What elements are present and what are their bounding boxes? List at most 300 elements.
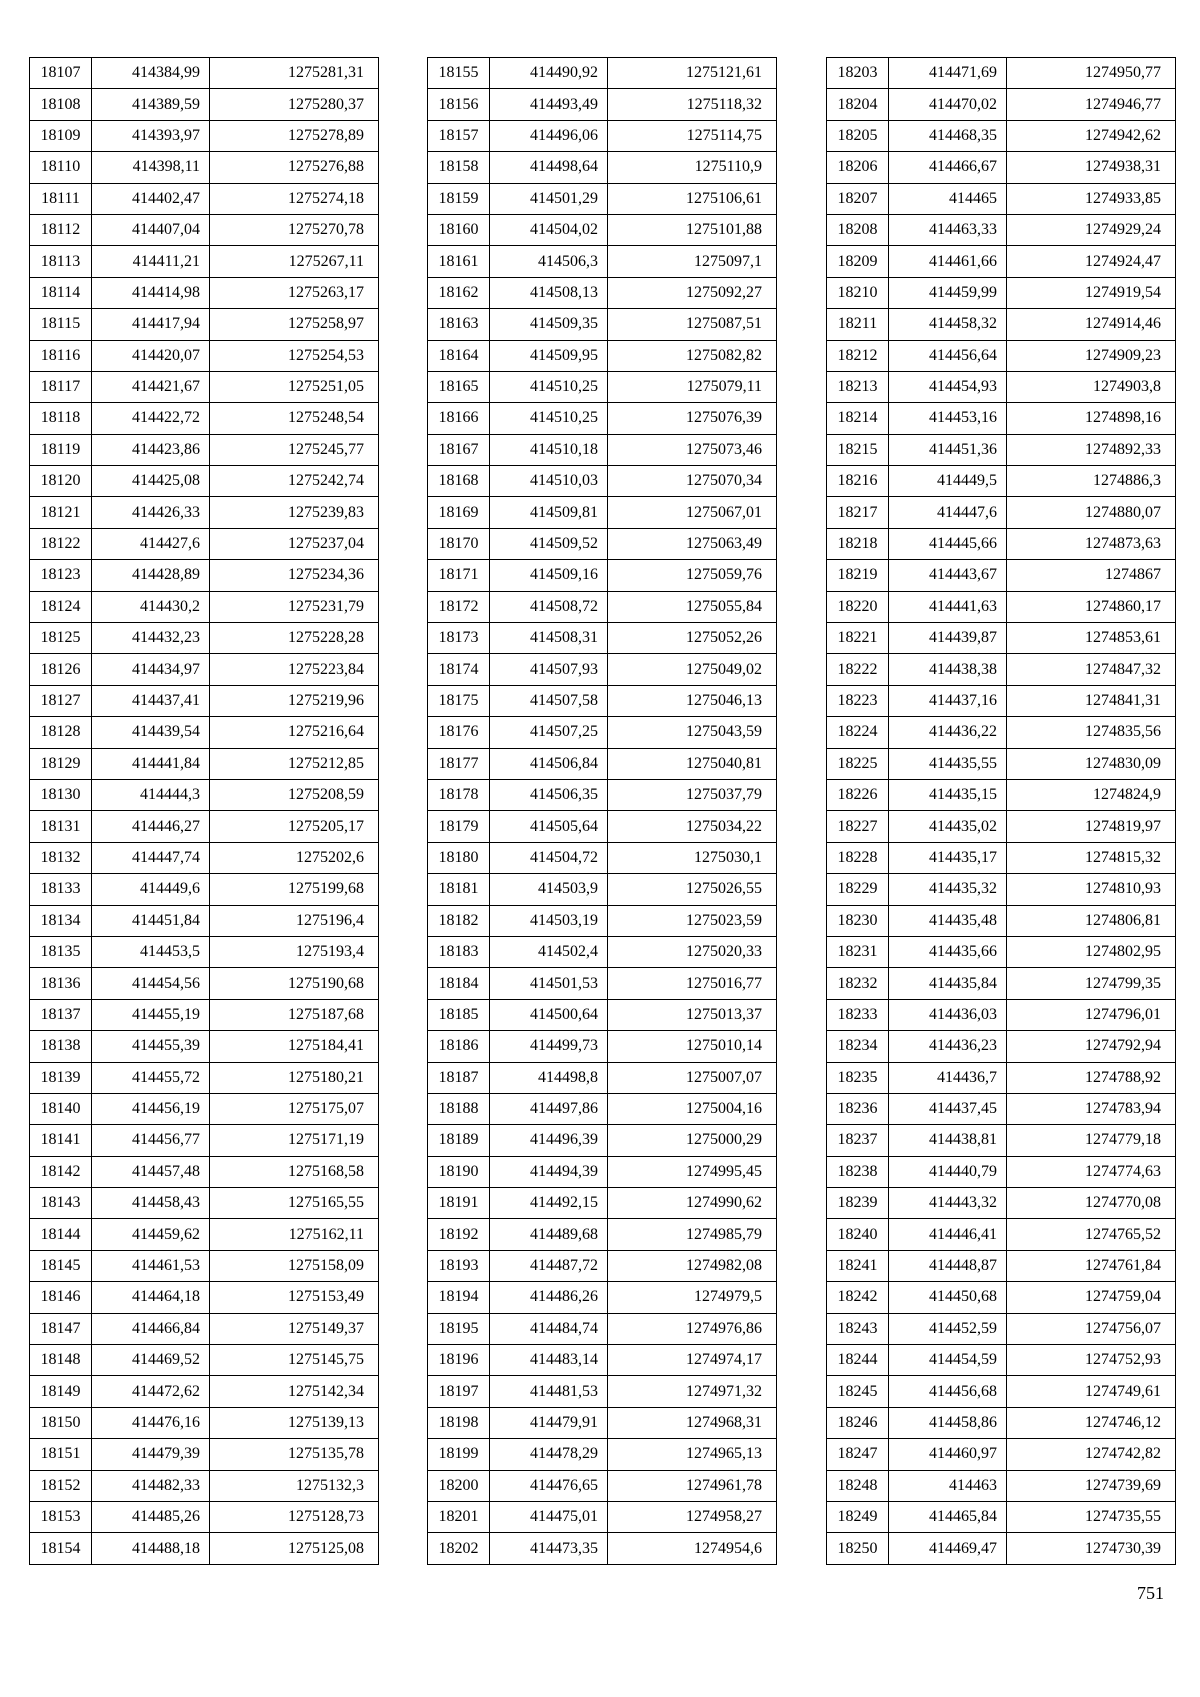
point-number-cell: 18128 [30,717,92,748]
x-coordinate-cell: 414435,55 [889,748,1007,779]
point-number-cell: 18199 [428,1439,490,1470]
table-row [827,497,1176,528]
point-number-cell: 18142 [30,1156,92,1187]
x-coordinate-cell: 414458,32 [889,309,1007,340]
table-row [30,591,379,622]
x-coordinate-cell: 414443,32 [889,1188,1007,1219]
table-row [428,1501,777,1532]
y-coordinate-cell: 1275020,33 [608,936,777,967]
point-number-cell: 18231 [827,936,889,967]
y-coordinate-cell: 1275121,61 [608,58,777,89]
point-number-cell: 18169 [428,497,490,528]
point-number-cell: 18180 [428,842,490,873]
table-row [428,654,777,685]
point-number-cell: 18107 [30,58,92,89]
x-coordinate-cell: 414481,53 [490,1376,608,1407]
y-coordinate-cell: 1274985,79 [608,1219,777,1250]
y-coordinate-cell: 1275187,68 [210,999,379,1030]
point-number-cell: 18167 [428,434,490,465]
y-coordinate-cell: 1274759,04 [1007,1282,1176,1313]
y-coordinate-cell: 1275026,55 [608,874,777,905]
y-coordinate-cell: 1274880,07 [1007,497,1176,528]
table-row [827,685,1176,716]
y-coordinate-cell: 1275278,89 [210,120,379,151]
table-row [827,623,1176,654]
x-coordinate-cell: 414427,6 [92,528,210,559]
y-coordinate-cell: 1274995,45 [608,1156,777,1187]
y-coordinate-cell: 1275055,84 [608,591,777,622]
x-coordinate-cell: 414470,02 [889,89,1007,120]
y-coordinate-cell: 1274990,62 [608,1188,777,1219]
x-coordinate-cell: 414461,53 [92,1250,210,1281]
y-coordinate-cell: 1275004,16 [608,1093,777,1124]
table-row [428,371,777,402]
x-coordinate-cell: 414450,68 [889,1282,1007,1313]
point-number-cell: 18205 [827,120,889,151]
x-coordinate-cell: 414509,52 [490,528,608,559]
point-number-cell: 18124 [30,591,92,622]
point-number-cell: 18123 [30,560,92,591]
y-coordinate-cell: 1274792,94 [1007,1031,1176,1062]
y-coordinate-cell: 1275254,53 [210,340,379,371]
table-row [827,591,1176,622]
x-coordinate-cell: 414500,64 [490,999,608,1030]
x-coordinate-cell: 414432,23 [92,623,210,654]
y-coordinate-cell: 1275267,11 [210,246,379,277]
point-number-cell: 18140 [30,1093,92,1124]
x-coordinate-cell: 414460,97 [889,1439,1007,1470]
y-coordinate-cell: 1275067,01 [608,497,777,528]
table-row [827,434,1176,465]
table-row [827,89,1176,120]
y-coordinate-cell: 1275251,05 [210,371,379,402]
table-row [428,1439,777,1470]
table-row [827,968,1176,999]
table-row [30,936,379,967]
y-coordinate-cell: 1275153,49 [210,1282,379,1313]
point-number-cell: 18245 [827,1376,889,1407]
x-coordinate-cell: 414510,18 [490,434,608,465]
point-number-cell: 18176 [428,717,490,748]
coordinate-table-2 [427,57,777,1565]
point-number-cell: 18136 [30,968,92,999]
y-coordinate-cell: 1275087,51 [608,309,777,340]
y-coordinate-cell: 1275079,11 [608,371,777,402]
table-row [30,1470,379,1501]
table-row [30,1533,379,1564]
point-number-cell: 18144 [30,1219,92,1250]
x-coordinate-cell: 414456,77 [92,1125,210,1156]
y-coordinate-cell: 1274946,77 [1007,89,1176,120]
y-coordinate-cell: 1274942,62 [1007,120,1176,151]
x-coordinate-cell: 414475,01 [490,1501,608,1532]
point-number-cell: 18181 [428,874,490,905]
x-coordinate-cell: 414476,65 [490,1470,608,1501]
table-row [428,1313,777,1344]
point-number-cell: 18186 [428,1031,490,1062]
y-coordinate-cell: 1274799,35 [1007,968,1176,999]
table-row [827,842,1176,873]
point-number-cell: 18243 [827,1313,889,1344]
y-coordinate-cell: 1275125,08 [210,1533,379,1564]
x-coordinate-cell: 414451,36 [889,434,1007,465]
table-row [827,1250,1176,1281]
point-number-cell: 18207 [827,183,889,214]
point-number-cell: 18152 [30,1470,92,1501]
table-row [827,309,1176,340]
point-number-cell: 18194 [428,1282,490,1313]
x-coordinate-cell: 414499,73 [490,1031,608,1062]
point-number-cell: 18130 [30,779,92,810]
x-coordinate-cell: 414482,33 [92,1470,210,1501]
y-coordinate-cell: 1275205,17 [210,811,379,842]
y-coordinate-cell: 1274774,63 [1007,1156,1176,1187]
table-row [30,1219,379,1250]
table-row [827,152,1176,183]
x-coordinate-cell: 414504,02 [490,214,608,245]
x-coordinate-cell: 414501,53 [490,968,608,999]
point-number-cell: 18127 [30,685,92,716]
point-number-cell: 18179 [428,811,490,842]
y-coordinate-cell: 1275171,19 [210,1125,379,1156]
table-row [30,560,379,591]
y-coordinate-cell: 1275139,13 [210,1407,379,1438]
x-coordinate-cell: 414506,84 [490,748,608,779]
x-coordinate-cell: 414455,19 [92,999,210,1030]
point-number-cell: 18159 [428,183,490,214]
x-coordinate-cell: 414464,18 [92,1282,210,1313]
y-coordinate-cell: 1274746,12 [1007,1407,1176,1438]
table-row [30,623,379,654]
table-row [428,1093,777,1124]
table-row [428,434,777,465]
x-coordinate-cell: 414446,27 [92,811,210,842]
table-row [30,1156,379,1187]
y-coordinate-cell: 1274982,08 [608,1250,777,1281]
table-row [30,528,379,559]
x-coordinate-cell: 414498,64 [490,152,608,183]
point-number-cell: 18248 [827,1470,889,1501]
y-coordinate-cell: 1275231,79 [210,591,379,622]
point-number-cell: 18157 [428,120,490,151]
table-row [827,1313,1176,1344]
table-row [30,120,379,151]
x-coordinate-cell: 414505,64 [490,811,608,842]
y-coordinate-cell: 1274756,07 [1007,1313,1176,1344]
x-coordinate-cell: 414425,08 [92,466,210,497]
table-row [30,1093,379,1124]
x-coordinate-cell: 414465,84 [889,1501,1007,1532]
table-row [30,654,379,685]
y-coordinate-cell: 1274860,17 [1007,591,1176,622]
y-coordinate-cell: 1275280,37 [210,89,379,120]
y-coordinate-cell: 1274853,61 [1007,623,1176,654]
point-number-cell: 18197 [428,1376,490,1407]
table-row [827,748,1176,779]
x-coordinate-cell: 414441,84 [92,748,210,779]
table-row [428,277,777,308]
table-row [827,999,1176,1030]
point-number-cell: 18183 [428,936,490,967]
point-number-cell: 18237 [827,1125,889,1156]
x-coordinate-cell: 414435,32 [889,874,1007,905]
y-coordinate-cell: 1274976,86 [608,1313,777,1344]
y-coordinate-cell: 1274958,27 [608,1501,777,1532]
y-coordinate-cell: 1275010,14 [608,1031,777,1062]
x-coordinate-cell: 414456,64 [889,340,1007,371]
y-coordinate-cell: 1275158,09 [210,1250,379,1281]
table-row [428,246,777,277]
point-number-cell: 18154 [30,1533,92,1564]
x-coordinate-cell: 414439,54 [92,717,210,748]
table-row [827,779,1176,810]
x-coordinate-cell: 414458,86 [889,1407,1007,1438]
point-number-cell: 18116 [30,340,92,371]
y-coordinate-cell: 1274968,31 [608,1407,777,1438]
y-coordinate-cell: 1274735,55 [1007,1501,1176,1532]
x-coordinate-cell: 414501,29 [490,183,608,214]
x-coordinate-cell: 414446,41 [889,1219,1007,1250]
y-coordinate-cell: 1274933,85 [1007,183,1176,214]
x-coordinate-cell: 414454,93 [889,371,1007,402]
point-number-cell: 18137 [30,999,92,1030]
table-row [827,1093,1176,1124]
x-coordinate-cell: 414485,26 [92,1501,210,1532]
table-row [827,1125,1176,1156]
point-number-cell: 18155 [428,58,490,89]
table-row [428,1533,777,1564]
table-row [30,214,379,245]
point-number-cell: 18114 [30,277,92,308]
y-coordinate-cell: 1275223,84 [210,654,379,685]
y-coordinate-cell: 1275013,37 [608,999,777,1030]
point-number-cell: 18149 [30,1376,92,1407]
y-coordinate-cell: 1274873,63 [1007,528,1176,559]
x-coordinate-cell: 414456,19 [92,1093,210,1124]
y-coordinate-cell: 1275030,1 [608,842,777,873]
table-row [30,811,379,842]
x-coordinate-cell: 414389,59 [92,89,210,120]
table-row [827,936,1176,967]
y-coordinate-cell: 1274847,32 [1007,654,1176,685]
point-number-cell: 18166 [428,403,490,434]
table-row [30,685,379,716]
point-number-cell: 18150 [30,1407,92,1438]
table-row [827,246,1176,277]
point-number-cell: 18220 [827,591,889,622]
y-coordinate-cell: 1275049,02 [608,654,777,685]
point-number-cell: 18111 [30,183,92,214]
x-coordinate-cell: 414479,91 [490,1407,608,1438]
coordinate-table-1 [29,57,379,1565]
point-number-cell: 18230 [827,905,889,936]
table-row [827,874,1176,905]
table-row [428,497,777,528]
point-number-cell: 18125 [30,623,92,654]
point-number-cell: 18198 [428,1407,490,1438]
x-coordinate-cell: 414504,72 [490,842,608,873]
y-coordinate-cell: 1275270,78 [210,214,379,245]
y-coordinate-cell: 1274919,54 [1007,277,1176,308]
y-coordinate-cell: 1275184,41 [210,1031,379,1062]
point-number-cell: 18193 [428,1250,490,1281]
y-coordinate-cell: 1275162,11 [210,1219,379,1250]
x-coordinate-cell: 414509,35 [490,309,608,340]
y-coordinate-cell: 1274979,5 [608,1282,777,1313]
point-number-cell: 18119 [30,434,92,465]
point-number-cell: 18188 [428,1093,490,1124]
y-coordinate-cell: 1274796,01 [1007,999,1176,1030]
x-coordinate-cell: 414468,35 [889,120,1007,151]
table-row [827,183,1176,214]
y-coordinate-cell: 1275180,21 [210,1062,379,1093]
point-number-cell: 18191 [428,1188,490,1219]
x-coordinate-cell: 414436,22 [889,717,1007,748]
x-coordinate-cell: 414398,11 [92,152,210,183]
x-coordinate-cell: 414414,98 [92,277,210,308]
table-row [30,497,379,528]
table-row [428,779,777,810]
point-number-cell: 18227 [827,811,889,842]
x-coordinate-cell: 414454,56 [92,968,210,999]
x-coordinate-cell: 414503,19 [490,905,608,936]
x-coordinate-cell: 414426,33 [92,497,210,528]
table-row [30,1125,379,1156]
table-row [30,1282,379,1313]
point-number-cell: 18182 [428,905,490,936]
y-coordinate-cell: 1275239,83 [210,497,379,528]
table-row [827,1062,1176,1093]
point-number-cell: 18131 [30,811,92,842]
point-number-cell: 18117 [30,371,92,402]
x-coordinate-cell: 414440,79 [889,1156,1007,1187]
y-coordinate-cell: 1275073,46 [608,434,777,465]
point-number-cell: 18247 [827,1439,889,1470]
x-coordinate-cell: 414469,52 [92,1345,210,1376]
table-row [30,1250,379,1281]
point-number-cell: 18148 [30,1345,92,1376]
table-row [428,811,777,842]
y-coordinate-cell: 1275149,37 [210,1313,379,1344]
table-row [30,58,379,89]
table-row [30,89,379,120]
point-number-cell: 18221 [827,623,889,654]
table-row [827,340,1176,371]
table-row [428,1062,777,1093]
x-coordinate-cell: 414484,74 [490,1313,608,1344]
x-coordinate-cell: 414483,14 [490,1345,608,1376]
y-coordinate-cell: 1275000,29 [608,1125,777,1156]
y-coordinate-cell: 1275237,04 [210,528,379,559]
y-coordinate-cell: 1275202,6 [210,842,379,873]
table-row [428,466,777,497]
point-number-cell: 18226 [827,779,889,810]
x-coordinate-cell: 414451,84 [92,905,210,936]
table-row [827,1345,1176,1376]
point-number-cell: 18160 [428,214,490,245]
table-row [827,1219,1176,1250]
table-row [30,371,379,402]
point-number-cell: 18141 [30,1125,92,1156]
table-row [30,1407,379,1438]
point-number-cell: 18112 [30,214,92,245]
x-coordinate-cell: 414449,6 [92,874,210,905]
x-coordinate-cell: 414445,66 [889,528,1007,559]
y-coordinate-cell: 1275212,85 [210,748,379,779]
x-coordinate-cell: 414444,3 [92,779,210,810]
table-row [827,120,1176,151]
x-coordinate-cell: 414454,59 [889,1345,1007,1376]
y-coordinate-cell: 1275135,78 [210,1439,379,1470]
y-coordinate-cell: 1275101,88 [608,214,777,245]
point-number-cell: 18203 [827,58,889,89]
y-coordinate-cell: 1275063,49 [608,528,777,559]
point-number-cell: 18165 [428,371,490,402]
y-coordinate-cell: 1275142,34 [210,1376,379,1407]
x-coordinate-cell: 414510,03 [490,466,608,497]
point-number-cell: 18217 [827,497,889,528]
point-number-cell: 18235 [827,1062,889,1093]
x-coordinate-cell: 414494,39 [490,1156,608,1187]
point-number-cell: 18206 [827,152,889,183]
point-number-cell: 18234 [827,1031,889,1062]
table-row [428,89,777,120]
table-row [827,58,1176,89]
table-row [827,403,1176,434]
x-coordinate-cell: 414463 [889,1470,1007,1501]
point-number-cell: 18200 [428,1470,490,1501]
y-coordinate-cell: 1275199,68 [210,874,379,905]
table-row [428,905,777,936]
table-row [428,623,777,654]
table-row [827,214,1176,245]
table-row [30,340,379,371]
y-coordinate-cell: 1275258,97 [210,309,379,340]
table-row [30,999,379,1030]
y-coordinate-cell: 1274971,32 [608,1376,777,1407]
x-coordinate-cell: 414458,43 [92,1188,210,1219]
table-row [428,183,777,214]
table-row [827,1376,1176,1407]
x-coordinate-cell: 414438,38 [889,654,1007,685]
x-coordinate-cell: 414463,33 [889,214,1007,245]
table-row [30,246,379,277]
table-row [30,1345,379,1376]
y-coordinate-cell: 1275128,73 [210,1501,379,1532]
table-row [827,1188,1176,1219]
x-coordinate-cell: 414498,8 [490,1062,608,1093]
table-row [428,214,777,245]
x-coordinate-cell: 414473,35 [490,1533,608,1564]
point-number-cell: 18138 [30,1031,92,1062]
y-coordinate-cell: 1274770,08 [1007,1188,1176,1219]
x-coordinate-cell: 414407,04 [92,214,210,245]
x-coordinate-cell: 414456,68 [889,1376,1007,1407]
y-coordinate-cell: 1275016,77 [608,968,777,999]
point-number-cell: 18146 [30,1282,92,1313]
y-coordinate-cell: 1275106,61 [608,183,777,214]
x-coordinate-cell: 414420,07 [92,340,210,371]
table-row [827,717,1176,748]
point-number-cell: 18209 [827,246,889,277]
table-row [30,1501,379,1532]
table-row [428,1282,777,1313]
table-row [827,1031,1176,1062]
table-row [428,1031,777,1062]
x-coordinate-cell: 414497,86 [490,1093,608,1124]
table-row [827,1282,1176,1313]
point-number-cell: 18225 [827,748,889,779]
